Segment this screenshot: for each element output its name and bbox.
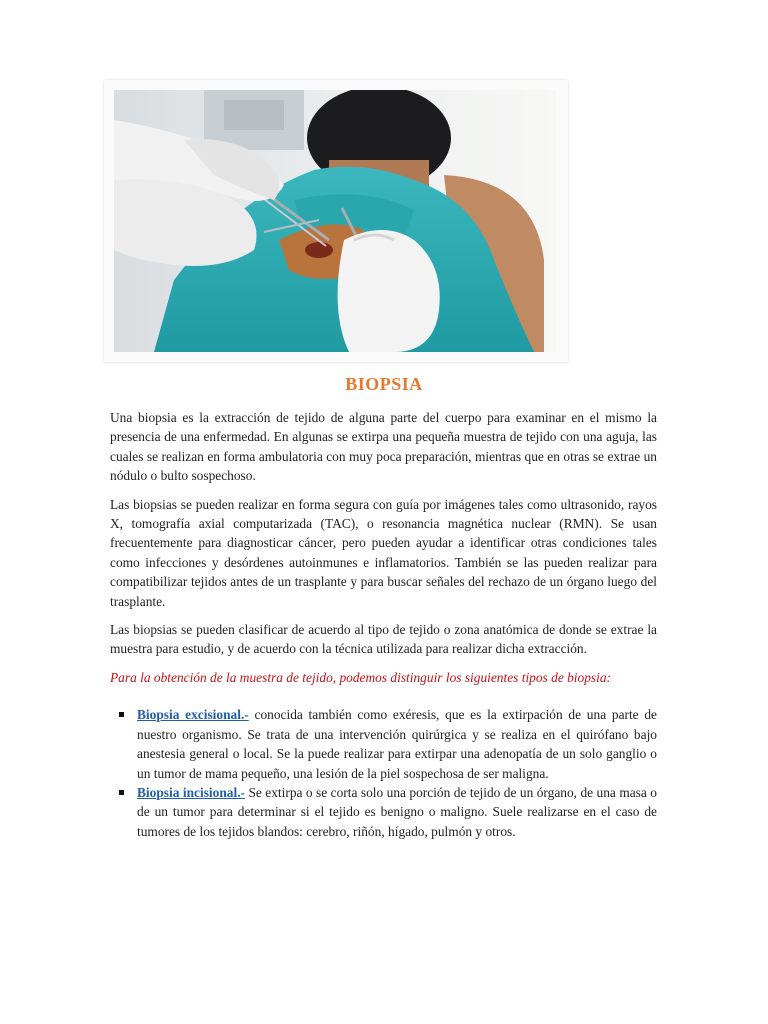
term-link-excisional[interactable]: Biopsia excisional.-	[137, 707, 249, 723]
list-item-incisional	[137, 783, 657, 841]
paragraph-imaging: Las biopsias se pueden realizar en forma segura con guía por imágenes tales como ultrasonido, rayos X, tomografía axial computarizada (TAC), o resonancia magnética nuclear (RMN). Se usan frecuentemente para diagnosticar cáncer, pero pueden ayudar a identificar otras condiciones tales como infecciones y desórdenes autoinmunes e inflamatorios. También se las pueden realizar para compatibilizar tejidos antes de un trasplante y para buscar señales del rechazo de un órgano luego del trasplante.	[110, 496, 657, 609]
document-body	[110, 408, 657, 841]
biopsy-photo	[114, 90, 556, 352]
definition-incisional: Se extirpa o se corta solo una porción de tejido de un órgano, de una masa o de un tumor para determinar si el tejido es benigno o maligno. Suele realizarse en el caso de tumores de los tejidos blandos: cerebro, riñón, hígado, pulmón y otros.	[137, 784, 657, 839]
photo-frame	[104, 80, 568, 362]
types-intro: Para la obtención de la muestra de tejido, podemos distinguir los siguientes tipos de biopsia:	[110, 669, 611, 685]
paragraph-classification: Las biopsias se pueden clasificar de acuerdo al tipo de tejido o zona anatómica de donde se extrae la muestra para estudio, y de acuerdo con la técnica utilizada para realizar dicha extracción.	[110, 622, 657, 657]
term-link-incisional[interactable]: Biopsia incisional.-	[137, 784, 245, 800]
page-title: BIOPSIA	[345, 374, 423, 394]
square-bullet-icon	[119, 790, 124, 795]
biopsy-types-list	[110, 705, 657, 841]
paragraph-definition: Una biopsia es la extracción de tejido de alguna parte del cuerpo para examinar en el mismo la presencia de una enfermedad. En algunas se extirpa una pequeña muestra de tejido con una aguja, las cuales se realizan en forma ambulatoria con muy poca preparación, mientras que en otras se extrae un nódulo o bulto sospechoso.	[110, 410, 657, 484]
definition-excisional: conocida también como exéresis, que es la extirpación de una parte de nuestro organismo. Se trata de una intervención quirúrgica y se realiza en el quirófano bajo anestesia general o local. Se la puede realizar para extirpar una adenopatía de un solo ganglio o un tumor de mama pequeño, una lesión de la piel sospechosa de ser maligna.	[137, 707, 658, 781]
list-item-excisional	[137, 705, 657, 783]
square-bullet-icon	[119, 712, 124, 717]
